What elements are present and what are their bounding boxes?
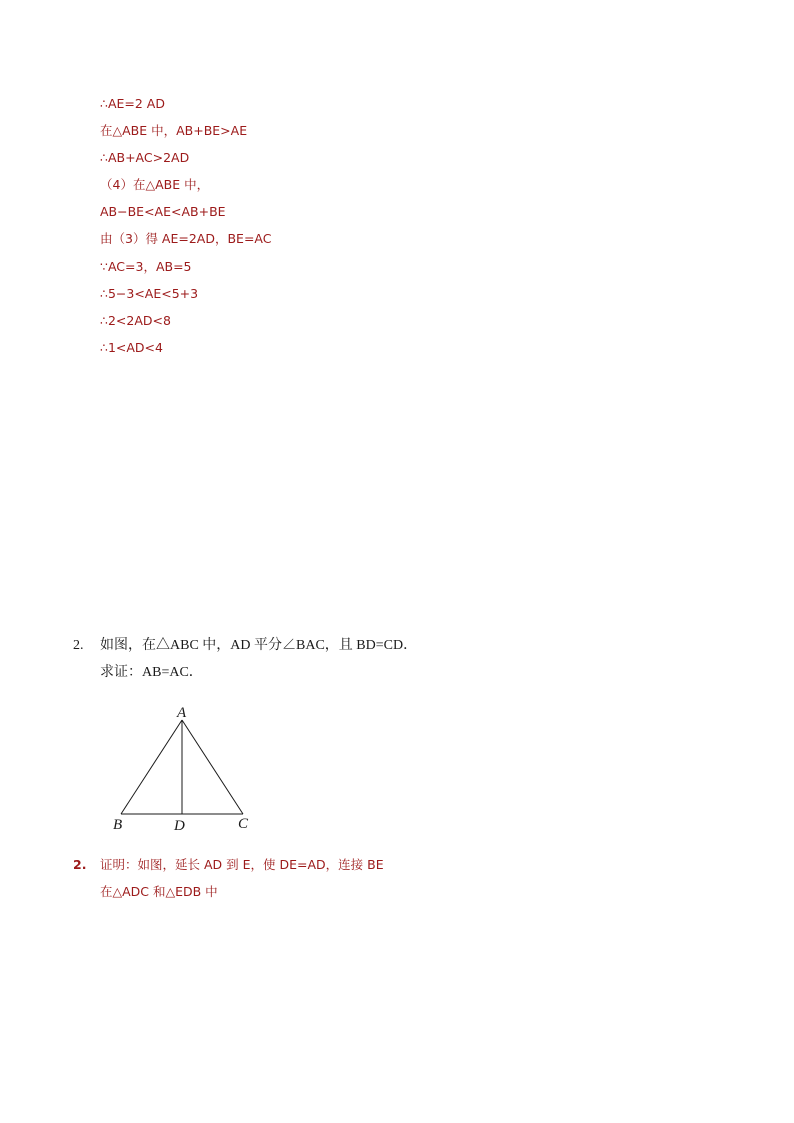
solution-line: 证明：如图，延长 AD 到 E，使 DE=AD，连接 BE — [100, 857, 384, 872]
problem-number: 2. — [73, 638, 84, 653]
solution-line: ∴2<2AD<8 — [100, 313, 171, 328]
solution-line: （4）在△ABE 中， — [100, 177, 210, 192]
solution-line: ∴5−3<AE<5+3 — [100, 286, 199, 301]
side-ab — [121, 720, 182, 814]
solution-line: 在△ADC 和△EDB 中 — [100, 884, 218, 899]
triangle-figure — [105, 700, 265, 840]
solution-line: AB−BE<AE<AB+BE — [100, 204, 226, 219]
label-b: B — [113, 817, 123, 833]
label-a: A — [177, 705, 187, 721]
solution-line: ∴AB+AC>2AD — [100, 150, 190, 165]
solution-line: 在△ABE 中，AB+BE>AE — [100, 123, 248, 138]
solution-line: ∴AE=2 AD — [100, 96, 165, 111]
solution-number: 2. — [73, 857, 87, 872]
side-ac — [182, 720, 243, 814]
solution-line: ∵AC=3，AB=5 — [100, 259, 192, 274]
label-c: C — [238, 816, 249, 832]
solution-line: 由（3）得 AE=2AD，BE=AC — [100, 231, 272, 246]
label-d: D — [174, 818, 185, 834]
solution-line: ∴1<AD<4 — [100, 340, 163, 355]
problem-statement: 如图，在△ABC 中，AD 平分∠BAC，且 BD=CD． — [100, 638, 418, 653]
problem-prove: 求证：AB=AC． — [100, 665, 203, 680]
